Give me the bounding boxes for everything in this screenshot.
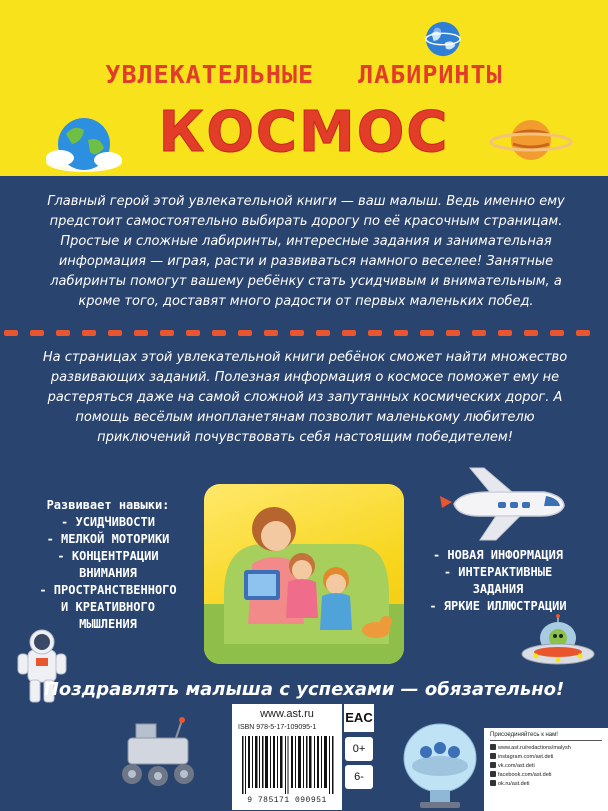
planet-saturn-icon [488,112,574,168]
mother-reading-illustration [204,484,404,664]
space-station-icon [400,718,480,810]
barcode-number: 9 785171 090951 [247,796,327,805]
main-title: КОСМОС [158,100,450,165]
social-link-text: vk.com/ast.deti [498,763,535,769]
features-list [408,547,588,615]
social-link-text: ok.ru/ast.deti [498,781,530,787]
vk-icon [490,762,496,768]
intro-paragraph: Главный герой этой увлекательной книги — ваш малыш. Ведь именно ему предстоит самостоятельно выбирать дорогу по её красочным страницам. Простые и сложные лабиринты, интересные задания и занимательная информация — играя, расти и развиваться намного веселее! Занятные лабиринты помогут вашему ребёнку стать усидчивым и внимательным, а кроме того, доставят много радости от первых маленьких побед. [47,194,565,309]
slogan: Поздравлять малыша с успехами — обязательно! [43,679,565,700]
earth-icon [44,110,124,176]
skill-item: МЫШЛЕНИЯ [79,617,137,631]
second-paragraph: На страницах этой увлекательной книги ребёнок сможет найти множество развивающих заданий. Полезная информация о космосе поможет ему не растеряться даже на самой сложной из запутанных космических дорог. А помощь весёлым инопланетянам позволит маленькому любителю приключений почувствовать себя настоящим победителем! [42,350,568,445]
reading-scene [204,484,404,664]
skill-item: - УСИДЧИВОСТИ [61,515,155,529]
social-link[interactable] [490,744,602,753]
social-link[interactable] [490,771,602,780]
age-rating-badge: 0+ [345,737,373,761]
social-link[interactable] [490,780,602,789]
ok-icon [490,780,496,786]
barcode [240,736,336,794]
skill-item: - ПРОСТРАНСТВЕННОГО [39,583,177,597]
social-link-text: instagram.com/ast.deti [498,754,554,760]
feature-item: - ИНТЕРАКТИВНЫЕ [443,565,553,579]
series-title [0,60,608,89]
social-header: Присоединяйтесь к нам! [490,732,602,741]
isbn-text: ISBN 978-5-17-109095-1 [238,724,317,731]
feature-item: - НОВАЯ ИНФОРМАЦИЯ [432,548,564,562]
facebook-icon [490,771,496,777]
skill-item: - МЕЛКОЙ МОТОРИКИ [46,532,170,546]
social-links-box [484,728,608,811]
social-link[interactable] [490,753,602,762]
globe-icon [424,20,462,58]
social-link-text: facebook.com/ast.deti [498,772,552,778]
skill-item: ВНИМАНИЯ [79,566,137,580]
ufo-alien-icon [520,614,596,674]
airplane-icon [440,462,568,542]
social-link[interactable] [490,762,602,771]
publisher-website: www.ast.ru [260,708,314,720]
feature-item: ЗАДАНИЯ [472,582,524,596]
skills-list [12,497,204,633]
feature-item: - ЯРКИЕ ИЛЛЮСТРАЦИИ [429,599,567,613]
series-title-word-1: УВЛЕКАТЕЛЬНЫЕ [105,60,315,89]
eac-mark: EAC [344,704,374,732]
moon-rover-icon [110,716,206,796]
imprint-block [232,704,342,810]
age-rating-badge: 6- [345,765,373,789]
instagram-icon [490,753,496,759]
skill-item: - КОНЦЕНТРАЦИИ [57,549,159,563]
skill-item: И КРЕАТИВНОГО [61,600,155,614]
globe-icon [490,744,496,750]
social-link-text: www.ast.ru/redactions/malysh [498,745,571,751]
dashed-divider [0,327,608,339]
skills-title: Развивает навыки: [46,498,170,512]
series-title-word-2: ЛАБИРИНТЫ [358,60,503,89]
